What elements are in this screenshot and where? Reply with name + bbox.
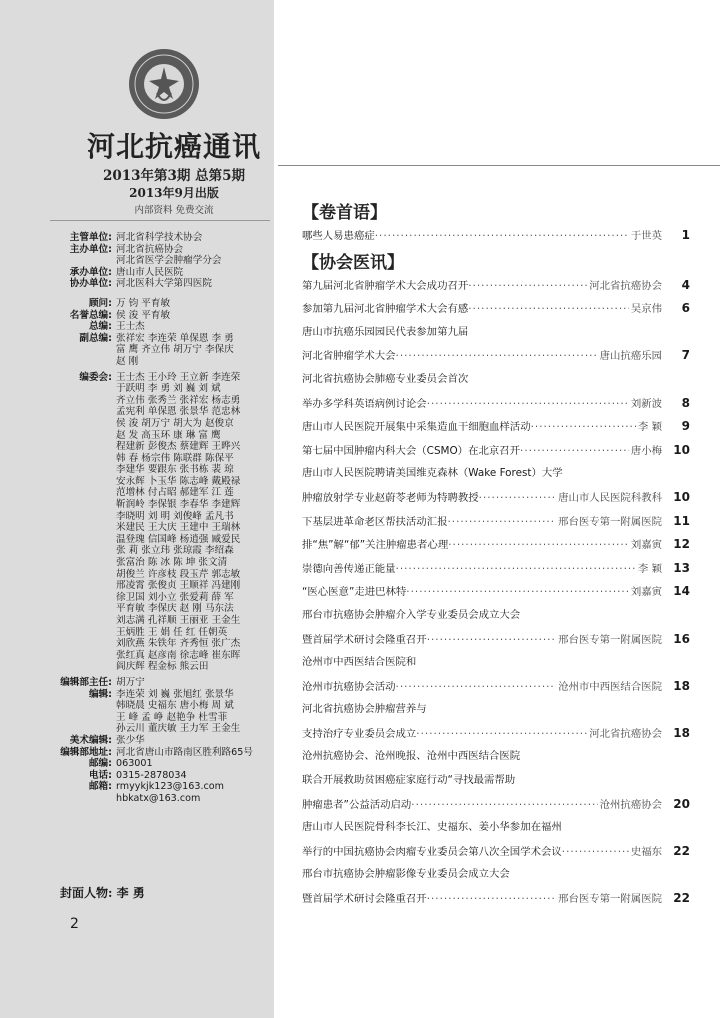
toc-entry-author: 吴京伟 — [630, 303, 662, 316]
issue-number: 2013年第3期 总第5期 — [102, 168, 246, 184]
toc-entry — [302, 557, 690, 581]
toc-entry — [302, 698, 690, 722]
toc-entry-title: 崇德向善传递正能量 — [302, 562, 396, 575]
leader-dots — [468, 275, 587, 299]
toc-entry-page: 9 — [681, 419, 690, 434]
toc-entry — [302, 745, 690, 769]
toc-entry-author: 邢台医专第一附属医院 — [558, 893, 662, 906]
toc-entry — [302, 816, 690, 840]
toc-entry-author: 邢台医专第一附属医院 — [558, 633, 662, 646]
leader-dots — [562, 841, 629, 865]
toc-entry-page: 4 — [681, 277, 690, 292]
publication-date: 2013年9月出版 — [129, 186, 219, 200]
toc-entry — [302, 415, 690, 439]
toc-entry-author: 史福东 — [630, 845, 662, 858]
internal-note: 内部资料 免费交流 — [134, 205, 214, 216]
toc-entry-page: 12 — [673, 537, 690, 552]
toc-entry — [302, 769, 690, 793]
toc-entry-page: 13 — [673, 560, 690, 575]
toc-entry-title: 邢台市抗癌协会肿瘤影像专业委员会成立大会 — [302, 868, 510, 881]
toc-entry — [302, 321, 690, 345]
toc-entry-title: 哪些人易患癌症 — [302, 230, 375, 242]
toc-entry-page: 10 — [673, 442, 690, 457]
toc-entry — [302, 863, 690, 887]
leader-dots — [520, 440, 629, 464]
toc-entry-page: 22 — [673, 843, 690, 858]
toc-entry-page: 10 — [673, 489, 690, 504]
toc-entry-title: 唐山市抗癌乐园园民代表参加第九届 — [302, 325, 469, 338]
toc-entry-author: 邢台医专第一附属医院 — [558, 515, 662, 528]
leader-dots — [447, 511, 556, 535]
toc-entry — [302, 533, 690, 557]
toc-entry-author: 河北省抗癌协会 — [589, 279, 662, 292]
toc-entry-page: 16 — [673, 631, 690, 646]
toc-entry — [302, 274, 690, 298]
toc-entry-page: 14 — [673, 584, 690, 599]
toc-entry-page: 11 — [673, 513, 690, 528]
toc-entry-page: 22 — [673, 891, 690, 906]
toc-entry — [302, 344, 690, 368]
toc-entry-author: 李 颖 — [637, 421, 662, 434]
toc-entry-title: 联合开展救助贫困癌症家庭行动“寻找最需帮助 — [302, 774, 516, 787]
toc-entry-title: “医心医意”走进巴林特 — [302, 586, 407, 599]
toc-entry-author: 河北省抗癌协会 — [589, 727, 662, 740]
divider — [278, 165, 720, 166]
toc-entry-title: 暨首届学术研讨会隆重召开 — [302, 633, 427, 646]
toc-entry-title: 沧州市中西医结合医院和 — [302, 656, 417, 669]
toc-entry — [302, 297, 690, 321]
toc-entry — [302, 510, 690, 534]
leader-dots — [406, 581, 629, 605]
toc-entry-author: 刘嘉寅 — [630, 586, 662, 599]
toc-entry-author: 刘嘉寅 — [630, 539, 662, 552]
toc-entry-title: 第九届河北省肿瘤学术大会成功召开 — [302, 279, 469, 292]
toc-entry — [302, 486, 690, 510]
masthead-info: 主管单位: 河北省科学技术协会 主办单位: 河北省抗癌协会 河北省医学会肿瘤学分会 承办单位: 唐山市人民医院 协办单位: 河北医科大学第四医院 顾问: 万 钧 平育敏 名誉总编: 侯 浚 平育敏 总编: 王士杰 副总编: 张祥宏 李连荣 单保恩 李 勇 富 鹰 齐立伟 胡万宁 李保庆 赵 刚 编委会: 王士杰 王小玲 王立新 李连荣 于跃明 李 勇 刘 巍 刘 斌 齐立伟 张秀兰 张祥宏 杨志勇 孟宪利 单保恩 张景华 范忠林 侯 浚 胡万宁 胡大为 赵俊京 赵 发 高玉环 康 琳 富 鹰 程建新 彭俊杰 蔡建辉 王晔兴 韩 春 杨宗伟 陈联群 陈保平 李建华 要跟东 张书栋 裴 琼 安永辉 卜玉华 陈志峰 戴殿禄 范增林 付占昭 郝建军 江 莲 靳润岭 李保银 李春华 李建辉 李晓明 刘 明 刘俊峰 孟凡书 米建民 王大庆 王建中 王瑞林 温登瑰 信国峰 杨逍强 臧爱民 张 莉 张立玮 张琼霞 李绍森 张富治 陈 冰 陈 坤 张文清 胡俊兰 许彦枝 段玉芹 郭志敏 邢凌霄 张俊贞 王顺祥 冯建刚 徐卫国 刘小立 张爱莉 薛 军 平育敏 李保庆 赵 刚 马东法 刘志满 孔祥顺 王丽亚 王金生 王炳胜 王 娟 任 红 任朝英 刘欣燕 朱铁年 齐秀恒 张广杰 张红真 赵彦南 徐志峰 崔东晖 阎庆辉 程金标 熊云田 编辑部主任: 胡万宁 编辑: 李连荣 刘 巍 张旭红 张景华 韩晓晨 史福东 唐小梅 周 斌 王 峰 孟 峥 赵艳争 杜雪菲 孙云川 董庆敏 王力军 王金生 美术编辑: 张少华 编辑部地址: 河北省唐山市路南区胜利路65号 邮编: 063001 电话: 0315-2878034 邮箱: rmyykjk123@163.com hbkatx@163.com — [60, 232, 253, 804]
toc-entry-author: 沧州抗癌协会 — [599, 798, 662, 811]
toc-entry-page: 8 — [681, 395, 690, 410]
leader-dots — [479, 487, 556, 511]
toc-entry-title: 邢台市抗癌协会肿瘤介入学专业委员会成立大会 — [302, 608, 521, 621]
association-logo-icon — [127, 47, 201, 121]
toc-entry — [302, 887, 690, 911]
toc-entry-title: 肿瘤放射学专业赵蔚苓老师为特聘教授 — [302, 491, 479, 504]
toc-entry — [302, 368, 690, 392]
toc-entry-author: 李 颖 — [637, 562, 662, 575]
toc-entry — [302, 224, 690, 248]
toc-entry-title: 举办多学科英语病例讨论会 — [302, 397, 427, 410]
divider — [50, 220, 270, 221]
table-of-contents — [302, 202, 690, 911]
leader-dots — [468, 298, 629, 322]
toc-entry-title: 河北省抗癌协会肺癌专业委员会首次 — [302, 372, 469, 385]
toc-entry — [302, 462, 690, 486]
leader-dots — [396, 676, 557, 700]
toc-entry — [302, 651, 690, 675]
toc-entry-title: 河北省肿瘤学术大会 — [302, 350, 396, 363]
toc-entry-title: 排“焦”解“郁”关注肿瘤患者心理 — [302, 539, 449, 552]
leader-dots — [396, 345, 598, 369]
email-list: rmyykjk123@163.com hbkatx@163.com — [116, 781, 225, 804]
section-heading: 【协会医讯】 — [302, 252, 404, 273]
toc-entry — [302, 392, 690, 416]
leader-dots — [375, 225, 629, 249]
toc-entry-title: 肿瘤患者”公益活动启动 — [302, 798, 412, 811]
deputy-editors-list: 张祥宏 李连荣 单保恩 李 勇 富 鹰 齐立伟 胡万宁 李保庆 赵 刚 — [116, 332, 234, 367]
toc-entry-title: 支持治疗专业委员会成立 — [302, 727, 417, 740]
toc-entry-title: 沧州抗癌协会、沧州晚报、沧州中西医结合医院 — [302, 750, 521, 763]
toc-entry-title: 唐山市人民医院聘请美国维克森林（Wake Forest）大学 — [302, 467, 563, 480]
leader-dots — [427, 629, 556, 653]
toc-entry-author: 唐山抗癌乐园 — [599, 350, 662, 363]
toc-entry-author: 唐山市人民医院科教科 — [558, 491, 662, 504]
toc-entry-title: 下基层进革命老区帮扶活动汇报 — [302, 515, 448, 528]
toc-entry-page: 1 — [681, 228, 690, 242]
toc-entry-author: 唐小梅 — [630, 444, 662, 457]
toc-entry — [302, 628, 690, 652]
toc-entry-page: 18 — [673, 678, 690, 693]
cover-person: 封面人物: 李 勇 — [60, 886, 145, 900]
toc-entry — [302, 580, 690, 604]
toc-entry — [302, 840, 690, 864]
leader-dots — [416, 723, 587, 747]
committee-list: 王士杰 王小玲 王立新 李连荣 于跃明 李 勇 刘 巍 刘 斌 齐立伟 张秀兰 张祥宏 杨志勇 孟宪利 单保恩 张景华 范忠林 侯 浚 胡万宁 胡大为 赵俊京 赵 发 高玉环 康 琳 富 鹰 程建新 彭俊杰 蔡建辉 王晔兴 韩 春 杨宗伟 陈联群 陈保平 李建华 要跟东 张书栋 裴 琼 安永辉 卜玉华 陈志峰 戴殿禄 范增林 付占昭 郝建军 江 莲 靳润岭 李保银 李春华 李建辉 李晓明 刘 明 刘俊峰 孟凡书 米建民 王大庆 王建中 王瑞林 温登瑰 信国峰 杨逍强 臧爱民 张 莉 张立玮 张琼霞 李绍森 张富治 陈 冰 陈 坤 张文清 胡俊兰 许彦枝 段玉芹 郭志敏 邢凌霄 张俊贞 王顺祥 冯建刚 徐卫国 刘小立 张爱莉 薛 军 平育敏 李保庆 赵 刚 马东法 刘志满 孔祥顺 王丽亚 王金生 王炳胜 王 娟 任 红 任朝英 刘欣燕 朱铁年 齐秀恒 张广杰 张红真 赵彦南 徐志峰 崔东晖 阎庆辉 程金标 熊云田 — [116, 371, 241, 673]
leader-dots — [427, 888, 556, 912]
toc-entry-title: 第七届中国肿瘤内科大会（CSMO）在北京召开 — [302, 444, 521, 457]
toc-entry — [302, 604, 690, 628]
toc-entry-title: 河北省抗癌协会肿瘤营养与 — [302, 703, 427, 716]
leader-dots — [531, 416, 636, 440]
editors-list: 李连荣 刘 巍 张旭红 张景华 韩晓晨 史福东 唐小梅 周 斌 王 峰 孟 峥 赵艳争 杜雪菲 孙云川 董庆敏 王力军 王金生 — [116, 688, 241, 735]
toc-entry-page: 7 — [681, 348, 690, 363]
toc-entry-title: 举行的中国抗癌协会肉瘤专业委员会第八次全国学术会议 — [302, 845, 562, 858]
toc-entry-title: 沧州市抗癌协会活动 — [302, 680, 396, 693]
toc-entry-author: 于世英 — [630, 230, 662, 242]
toc-entry-page: 20 — [673, 796, 690, 811]
magazine-title: 河北抗癌通讯 — [86, 130, 261, 163]
toc-entry-title: 参加第九届河北省肿瘤学术大会有感 — [302, 303, 469, 316]
toc-entry-author: 沧州市中西医结合医院 — [558, 680, 662, 693]
leader-dots — [396, 558, 636, 582]
toc-entry-author: 刘新波 — [630, 397, 662, 410]
toc-entry-title: 唐山市人民医院骨科李长江、史福东、姜小华参加在福州 — [302, 821, 562, 834]
page-number: 2 — [70, 916, 79, 932]
leader-dots — [411, 794, 597, 818]
toc-entry-page: 18 — [673, 725, 690, 740]
toc-entry-page: 6 — [681, 301, 690, 316]
leader-dots — [427, 393, 629, 417]
toc-entry-title: 暨首届学术研讨会隆重召开 — [302, 893, 427, 906]
toc-entry — [302, 675, 690, 699]
leader-dots — [448, 534, 629, 558]
masthead-panel — [0, 0, 274, 1018]
toc-entry — [302, 722, 690, 746]
section-heading: 【卷首语】 — [302, 203, 387, 223]
toc-entry-title: 唐山市人民医院开展集中采集造血干细胞血样活动 — [302, 421, 531, 434]
toc-entry — [302, 793, 690, 817]
toc-entry — [302, 439, 690, 463]
